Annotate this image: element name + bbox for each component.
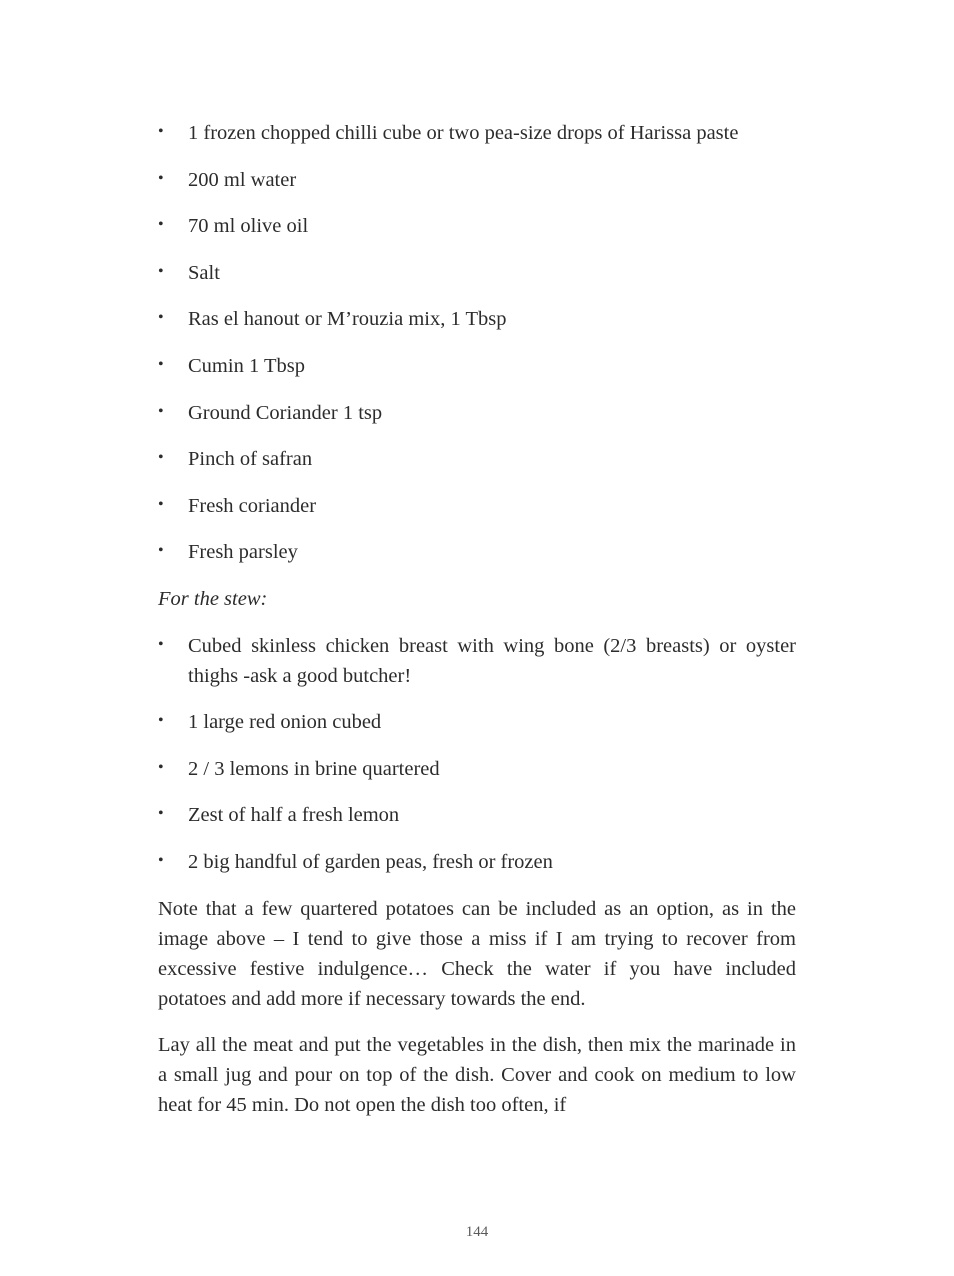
page-body bbox=[158, 118, 796, 1137]
list-item-text: 200 ml water bbox=[188, 168, 297, 191]
list-item bbox=[158, 351, 796, 381]
list-item bbox=[158, 398, 796, 428]
bullet-icon: • bbox=[158, 262, 164, 280]
bullet-icon: • bbox=[158, 169, 164, 187]
list-item bbox=[158, 707, 796, 737]
list-item-text: 1 large red onion cubed bbox=[188, 711, 382, 734]
list-item bbox=[158, 211, 796, 241]
list-item-text: Pinch of safran bbox=[188, 448, 313, 471]
list-item bbox=[158, 537, 796, 567]
list-item bbox=[158, 304, 796, 334]
list-item-text: 1 frozen chopped chilli cube or two pea-size drops of Harissa paste bbox=[188, 122, 739, 144]
bullet-icon: • bbox=[158, 635, 164, 653]
list-item bbox=[158, 847, 796, 877]
bullet-icon: • bbox=[158, 542, 164, 560]
list-item-text: Cumin 1 Tbsp bbox=[188, 354, 305, 377]
list-item-text: Fresh coriander bbox=[188, 494, 317, 517]
list-item bbox=[158, 165, 796, 195]
bullet-icon: • bbox=[158, 805, 164, 823]
list-item-text: 2 big handful of garden peas, fresh or frozen bbox=[188, 850, 553, 873]
ingredient-list-stew bbox=[158, 631, 796, 877]
list-item bbox=[158, 444, 796, 474]
bullet-icon: • bbox=[158, 123, 164, 140]
bullet-icon: • bbox=[158, 216, 164, 234]
ingredient-list-marinade bbox=[158, 118, 796, 567]
list-item bbox=[158, 491, 796, 521]
section-subheading: For the stew: bbox=[158, 587, 268, 610]
bullet-icon: • bbox=[158, 355, 164, 373]
bullet-icon: • bbox=[158, 495, 164, 513]
list-item bbox=[158, 118, 796, 148]
page-number: 144 bbox=[465, 1224, 489, 1240]
body-paragraph: Note that a few quartered potatoes can be included as an option, as in the image above – I tend to give those a miss if I am trying to recover from excessive festive indulgence… Check the water if you have included potatoes and add more if necessary towards the end. bbox=[158, 897, 796, 1010]
body-paragraph: Lay all the meat and put the vegetables in the dish, then mix the marinade in a small jug and pour on top of the dish. Cover and cook on medium to low heat for 45 min. Do not open the dish too often, if bbox=[158, 1034, 796, 1117]
list-item-text: Ras el hanout or M’rouzia mix, 1 Tbsp bbox=[188, 308, 507, 331]
list-item-text: Fresh parsley bbox=[188, 541, 298, 564]
bullet-icon: • bbox=[158, 309, 164, 327]
list-item-text: Zest of half a fresh lemon bbox=[188, 804, 400, 827]
bullet-icon: • bbox=[158, 758, 164, 776]
bullet-icon: • bbox=[158, 712, 164, 730]
list-item-text: 2 / 3 lemons in brine quartered bbox=[188, 757, 440, 780]
list-item bbox=[158, 258, 796, 288]
list-item bbox=[158, 754, 796, 784]
list-item bbox=[158, 800, 796, 830]
list-item bbox=[158, 631, 796, 691]
list-item-text: Cubed skinless chicken breast with wing bone (2/3 breasts) or oyster thighs -ask a good butcher! bbox=[188, 634, 796, 687]
list-item-text: Ground Coriander 1 tsp bbox=[188, 401, 383, 424]
list-item-text: Salt bbox=[188, 261, 220, 284]
bullet-icon: • bbox=[158, 402, 164, 420]
bullet-icon: • bbox=[158, 851, 164, 869]
list-item-text: 70 ml olive oil bbox=[188, 215, 309, 238]
bullet-icon: • bbox=[158, 449, 164, 467]
